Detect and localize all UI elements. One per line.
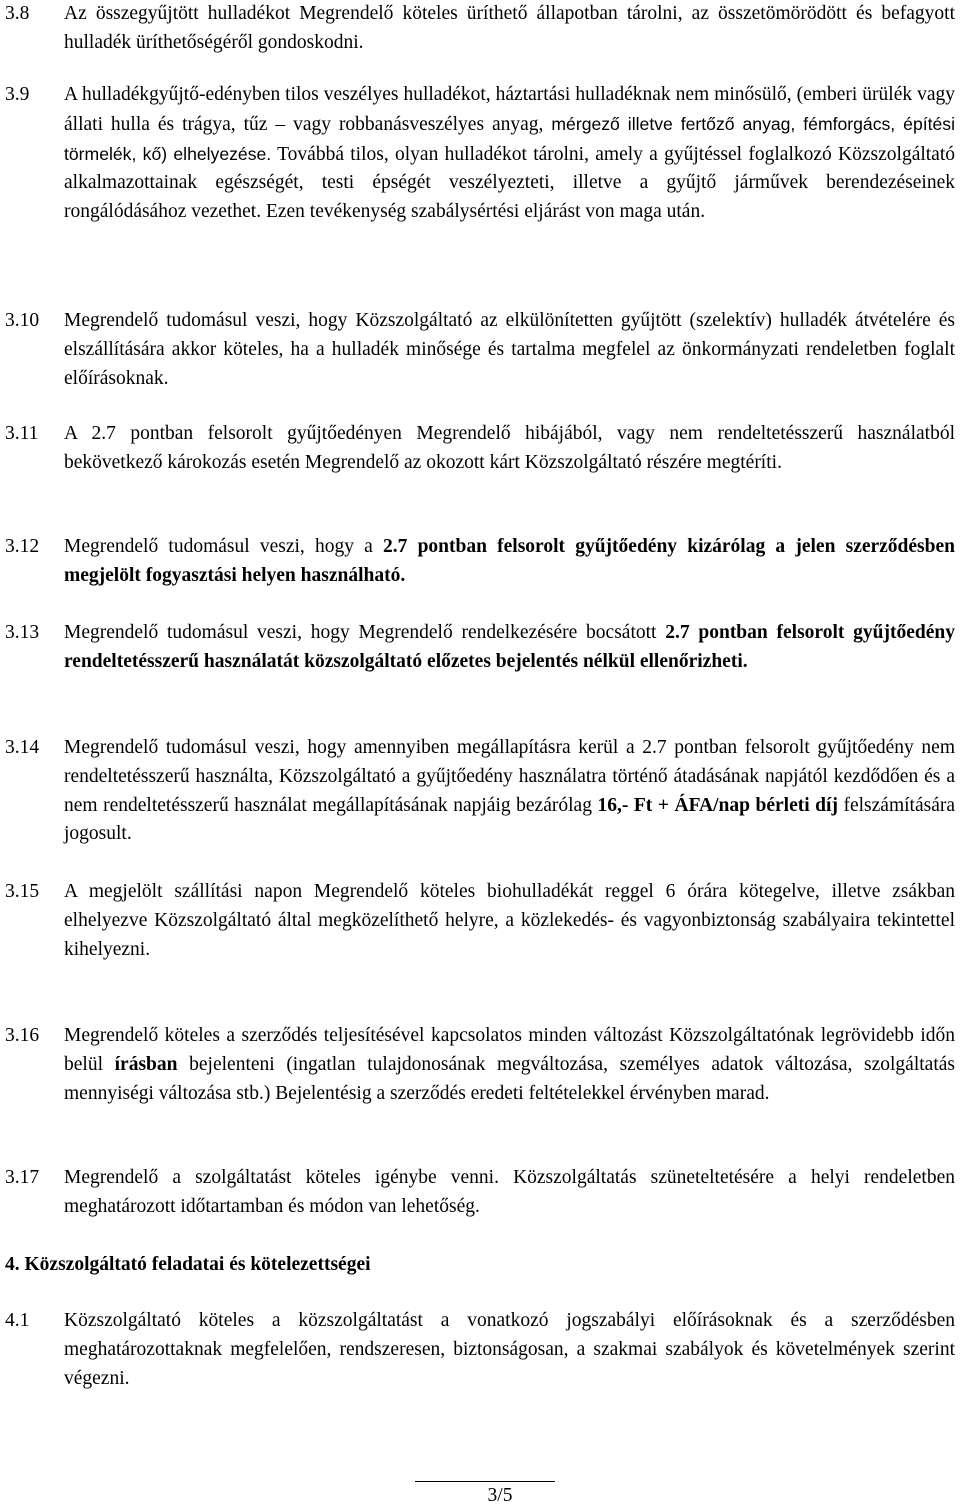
clause-3-11 <box>5 420 955 478</box>
clause-3-8 <box>5 0 955 58</box>
clause-number: 4.1 <box>5 1310 30 1331</box>
clause-3-16 <box>5 1022 955 1108</box>
clause-number: 3.8 <box>5 3 30 24</box>
clause-number: 3.11 <box>5 423 39 444</box>
clause-3-9 <box>5 81 955 227</box>
clause-number: 3.15 <box>5 881 40 902</box>
clause-4-1 <box>5 1307 955 1393</box>
clause-3-13 <box>5 619 955 677</box>
page-number: 3/5 <box>487 1485 513 1506</box>
clause-3-12 <box>5 533 955 591</box>
clause-text: A hulladékgyűjtő-edényben tilos veszélyes hulladékot, háztartási hulladéknak nem minősülő, (emberi ürülék vagy állati hulla és trágya, tűz – vagy robbanásveszélyes anyag, mérgező illetve fertőző anyag, fémforgács, építési törmelék, kő) elhelyezése. Továbbá tilos, olyan hulladékot tárolni, amely a gyűjtéssel foglalkozó Közszolgáltató alkalmazottainak egészségét, testi épségét veszélyezteti, illetve a gyűjtő járművek berendezéseinek rongálódásához vezethet. Ezen tevékenység szabálysértési eljárást von maga után. <box>64 84 956 223</box>
clause-number: 3.14 <box>5 737 40 758</box>
clause-3-17 <box>5 1164 955 1222</box>
clause-text: Megrendelő tudomásul veszi, hogy amennyiben megállapításra kerül a 2.7 pontban felsorolt gyűjtőedény nem rendeltetésszerű használta, Közszolgáltató a gyűjtőedény használatra történő átadásának napjától kezdődően és a nem rendeltetésszerű használat megállapításának napjáig bezárólag 16,- Ft + ÁFA/nap bérleti díj felszámítására jogosult. <box>64 737 956 845</box>
clause-text: A 2.7 pontban felsorolt gyűjtőedényen Megrendelő hibájából, vagy nem rendeltetésszerű használatból bekövetkező károkozás esetén Megrendelő az okozott kárt Közszolgáltató részére megtéríti. <box>64 423 955 473</box>
section-heading: 4. Közszolgáltató feladatai és kötelezettségei <box>5 1254 371 1275</box>
clause-text: Megrendelő tudomásul veszi, hogy Közszolgáltató az elkülönítetten gyűjtött (szelektív) hulladék átvételére és elszállítására akkor köteles, ha a hulladék minősége és tartalma megfelel az önkormányzati rendeletben foglalt előírásoknak. <box>64 310 955 389</box>
clause-3-10 <box>5 307 955 393</box>
clause-number: 3.13 <box>5 622 40 643</box>
clause-text: Megrendelő tudomásul veszi, hogy a 2.7 pontban felsorolt gyűjtőedény kizárólag a jelen szerződésben megjelölt fogyasztási helyen használható. <box>64 536 955 586</box>
clause-number: 3.9 <box>5 84 30 105</box>
clause-3-14 <box>5 734 955 849</box>
clause-text: Az összegyűjtött hulladékot Megrendelő köteles üríthető állapotban tárolni, az összetömörödött és befagyott hulladék üríthetőségéről gondoskodni. <box>64 3 955 53</box>
clause-text: A megjelölt szállítási napon Megrendelő köteles biohulladékát reggel 6 órára kötegelve, illetve zsákban elhelyezve Közszolgáltató által megközelíthető helyre, a közlekedés- és vagyonbiztonság szabályaira tekintettel kihelyezni. <box>64 881 955 960</box>
clause-text: Megrendelő tudomásul veszi, hogy Megrendelő rendelkezésére bocsátott 2.7 pontban felsorolt gyűjtőedény rendeltetésszerű használatát közszolgáltató előzetes bejelentés nélkül ellenőrizheti. <box>64 622 955 672</box>
clause-number: 3.10 <box>5 310 40 331</box>
clause-text: Közszolgáltató köteles a közszolgáltatást a vonatkozó jogszabályi előírásoknak és a szerződésben meghatározottaknak megfelelően, rendszeresen, biztonságosan, a szakmai szabályok és követelmények szerint végezni. <box>64 1310 955 1389</box>
clause-text: Megrendelő a szolgáltatást köteles igénybe venni. Közszolgáltatás szüneteltetésére a helyi rendeletben meghatározott időtartamban és módon van lehetőség. <box>64 1167 955 1217</box>
clause-3-15 <box>5 878 955 964</box>
clause-number: 3.12 <box>5 536 40 557</box>
clause-number: 3.16 <box>5 1025 40 1046</box>
clause-number: 3.17 <box>5 1167 40 1188</box>
clause-text: Megrendelő köteles a szerződés teljesítésével kapcsolatos minden változást Közszolgáltatónak legrövidebb időn belül írásban bejelenteni (ingatlan tulajdonosának megváltozása, személyes adatok változása, szolgáltatás mennyiségi változása stb.) Bejelentésig a szerződés eredeti feltételekkel érvényben marad. <box>64 1025 955 1104</box>
footer-divider <box>415 1481 555 1482</box>
